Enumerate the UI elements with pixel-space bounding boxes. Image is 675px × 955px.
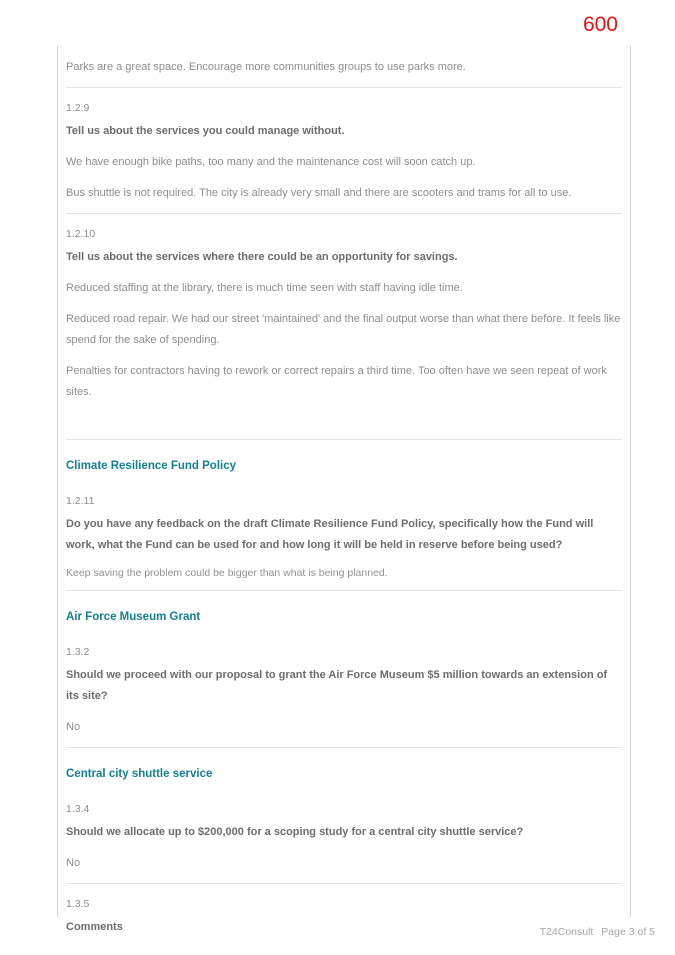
- question-text: Comments: [66, 921, 123, 933]
- question-number: 1.3.2: [66, 646, 90, 658]
- question-number: 1.2.10: [66, 228, 96, 240]
- document-body: [66, 47, 622, 938]
- response-text: Reduced staffing at the library, there is much time seen with staff having idle time.: [66, 282, 463, 294]
- question-number: 1.2.11: [66, 495, 95, 507]
- spacer: [66, 403, 622, 430]
- question-number: 1.3.5: [66, 898, 90, 910]
- response-text: Penalties for contractors having to rework or correct repairs a third time. Too often have we seen repeat of work sites.: [66, 365, 607, 398]
- question-text: Should we proceed with our proposal to grant the Air Force Museum $5 million towards an extension of its site?: [66, 669, 608, 702]
- question-text: Tell us about the services where there could be an opportunity for savings.: [66, 251, 458, 263]
- response-text: We have enough bike paths, too many and the maintenance cost will soon catch up.: [66, 156, 476, 168]
- response-text: No: [66, 857, 81, 869]
- question-number: 1.3.4: [66, 803, 90, 815]
- question-text: Should we allocate up to $200,000 for a scoping study for a central city shuttle service?: [66, 826, 524, 838]
- section-heading: Air Force Museum Grant: [66, 611, 201, 623]
- footer-app-name: T24Consult: [539, 926, 594, 938]
- section-heading: Central city shuttle service: [66, 768, 213, 780]
- response-text: Reduced road repair. We had our street 'maintained' and the final output worse than what there before. It feels like spend for the sake of spending.: [66, 313, 621, 346]
- footer-page-indicator: Page 3 of 5: [601, 926, 655, 938]
- response-text: Keep saving the problem could be bigger than what is being planned.: [66, 567, 388, 579]
- question-text: Do you have any feedback on the draft Climate Resilience Fund Policy, specifically how the Fund will work, what the Fund can be used for and how long it will be held in reserve before being used?: [66, 518, 594, 551]
- section-heading: Climate Resilience Fund Policy: [66, 460, 236, 472]
- response-text: No: [66, 721, 81, 733]
- question-text: Tell us about the services you could manage without.: [66, 125, 345, 137]
- page-annotation-number: 600: [582, 13, 618, 36]
- response-text: Parks are a great space. Encourage more communities groups to use parks more.: [66, 61, 466, 73]
- response-text: Bus shuttle is not required. The city is already very small and there are scooters and trams for all to use.: [66, 187, 572, 199]
- page-footer: [540, 926, 655, 939]
- question-number: 1.2.9: [66, 102, 90, 114]
